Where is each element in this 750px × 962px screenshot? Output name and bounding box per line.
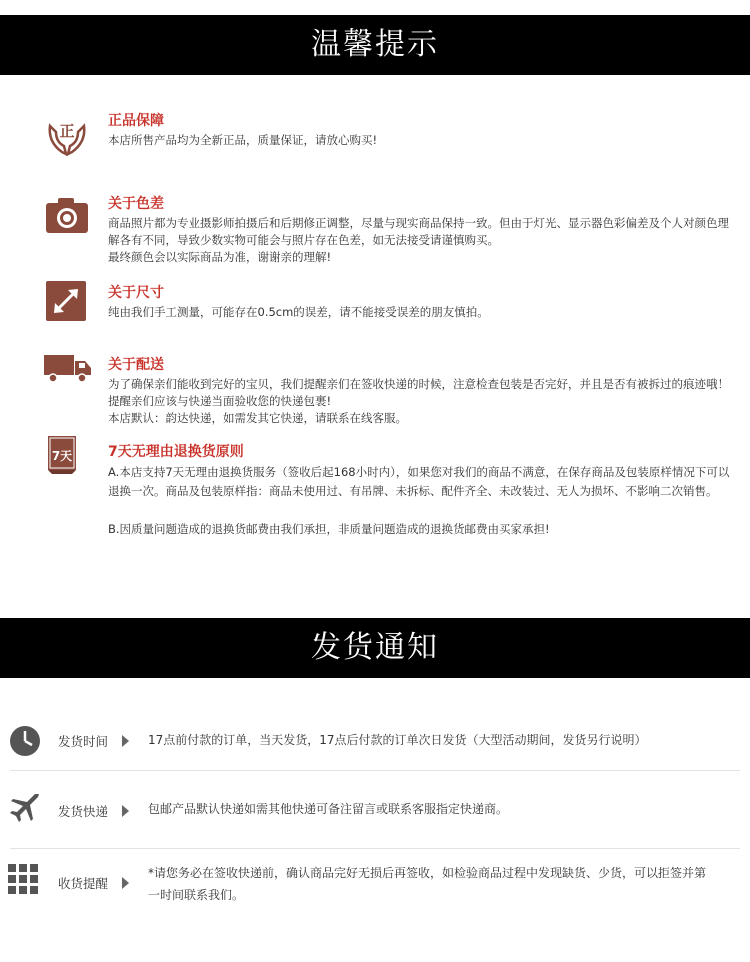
clock-icon <box>8 724 42 758</box>
tip-body <box>108 376 738 427</box>
returns-icon-char: 7天 <box>51 449 73 463</box>
shipping-label: 发货时间 <box>58 734 109 749</box>
truck-icon <box>44 351 90 395</box>
shipping-row-remind <box>0 862 750 912</box>
tip-line: 最终颜色会以实际商品为准，谢谢亲的理解! <box>108 250 332 264</box>
tip-delivery <box>0 354 750 434</box>
banner-warm-tips <box>0 15 750 75</box>
banner-shipping-notice <box>0 618 750 678</box>
tip-title: 关于配送 <box>108 357 164 373</box>
tip-title: 7天无理由退换货原则 <box>108 444 244 460</box>
tip-color <box>0 193 750 268</box>
tip-size <box>0 282 750 327</box>
shipping-text: 包邮产品默认快递如需其他快递可备注留言或联系客服指定快递商。 <box>148 802 509 816</box>
tip-line: 本店默认：韵达快递，如需发其它快递，请联系在线客服。 <box>108 411 407 425</box>
tip-body <box>108 304 738 321</box>
banner-title: 温馨提示 <box>311 27 439 62</box>
divider <box>10 770 740 771</box>
banner-title: 发货通知 <box>311 630 439 665</box>
tip-title: 正品保障 <box>108 113 164 129</box>
tip-line: 商品照片都为专业摄影师拍摄后和后期修正调整，尽量与现实商品保持一致。但由于灯光、显示器色彩偏差及个人对颜色理解各有不同，导致少数实物可能会与照片存在色差，如无法接受请谨慎购买。 <box>108 216 729 247</box>
seven-day-calendar-icon <box>44 435 90 479</box>
shipping-text: *请您务必在签收快递前，确认商品完好无损后再签收，如检验商品过程中发现缺货、少货，可以拒签并第一时间联系我们。 <box>148 866 707 902</box>
tip-title: 关于色差 <box>108 196 164 212</box>
shipping-label: 发货快递 <box>58 804 109 819</box>
tip-line: 本店所售产品均为全新正品，质量保证，请放心购买! <box>108 133 378 147</box>
tip-returns <box>0 441 750 561</box>
tip-line: 纯由我们手工测量，可能存在0.5cm的误差，请不能接受误差的朋友慎拍。 <box>108 305 489 319</box>
tip-line: 为了确保亲们能收到完好的宝贝，我们提醒亲们在签收快递的时候，注意检查包装是否完好，并且是否有被拆过的痕迹哦！提醒亲们应该与快递当面验收您的快递包裹! <box>108 377 729 408</box>
resize-arrow-icon <box>44 280 90 324</box>
shipping-label: 收货提醒 <box>58 876 109 891</box>
tip-body <box>108 463 738 539</box>
grid-icon <box>8 864 42 898</box>
shipping-text: 17点前付款的订单，当天发货，17点后付款的订单次日发货（大型活动期间，发货另行说明） <box>148 733 647 747</box>
tip-body <box>108 132 738 149</box>
tip-genuine <box>0 110 750 160</box>
shipping-row-express <box>0 790 750 830</box>
arrow-right-icon <box>122 735 129 747</box>
arrow-right-icon <box>122 877 129 889</box>
hands-shield-icon <box>44 112 90 156</box>
tip-line: A.本店支持7天无理由退换货服务（签收后起168小时内），如果您对我们的商品不满意，在保存商品及包装原样情况下可以退换一次。商品及包装原样指：商品未使用过、有吊牌、未拆标、配件齐全、未改装过、无人为损坏、不影响二次销售。 <box>108 465 730 498</box>
arrow-right-icon <box>122 805 129 817</box>
tip-line: B.因质量问题造成的退换货邮费由我们承担，非质量问题造成的退换货邮费由买家承担! <box>108 522 550 536</box>
shipping-row-time <box>0 722 750 762</box>
tip-title: 关于尺寸 <box>108 285 164 301</box>
camera-icon <box>44 195 90 239</box>
airplane-icon <box>8 790 42 824</box>
divider <box>10 848 740 849</box>
tip-body <box>108 215 738 266</box>
genuine-icon-char: 正 <box>59 122 75 140</box>
